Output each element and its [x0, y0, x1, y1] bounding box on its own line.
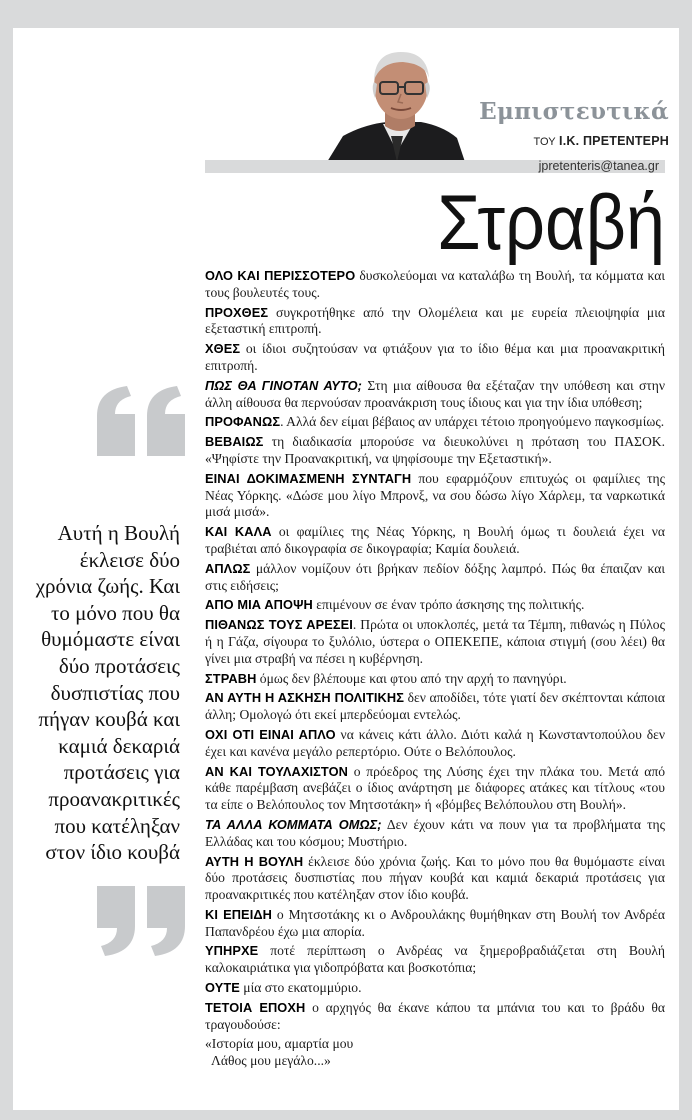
- paragraph-lead: ΚΑΙ ΚΑΛΑ: [205, 524, 272, 540]
- paragraph-lead: ΒΕΒΑΙΩΣ: [205, 434, 264, 450]
- byline: [459, 134, 669, 148]
- paragraph-text: . Αλλά δεν είμαι βέβαιος αν υπάρχει τέτοιο προηγούμενο παγκοσμίως.: [280, 414, 665, 430]
- paragraph: [205, 434, 665, 468]
- paragraph: [205, 817, 665, 851]
- close-quote-icon: [93, 886, 193, 956]
- paragraph-text: μάλλον νομίζουν ότι βρήκαν πεδίον δόξης λαμπρό. Πώς θα έπαιζαν και στις ειδήσεις;: [205, 560, 665, 593]
- paragraph-lead: ΟΧΙ ΟΤΙ ΕΙΝΑΙ ΑΠΛΟ: [205, 726, 336, 742]
- paragraph: [205, 1000, 665, 1034]
- paragraph-lead: ΟΥΤΕ: [205, 980, 240, 996]
- paragraph-lead: ΚΙ ΕΠΕΙΔΗ: [205, 906, 272, 922]
- paragraph-lead: ΧΘΕΣ: [205, 341, 241, 357]
- paragraph-lead: ΑΠΛΩΣ: [205, 560, 251, 576]
- paragraph: [205, 764, 665, 814]
- byline-prefix: ΤΟΥ: [533, 136, 556, 148]
- author-portrait: [325, 40, 465, 162]
- song-quote: [205, 1036, 665, 1070]
- paragraph-text: συγκροτήθηκε από την Ολομέλεια και με ευρεία πλειοψηφία μια εξεταστική επιτροπή.: [205, 304, 665, 337]
- headline: Στραβή: [437, 178, 665, 266]
- paragraph-text: όμως δεν βλέπουμε και φτου από την αρχή το πανηγύρι.: [256, 670, 567, 686]
- paragraph: [205, 524, 665, 558]
- paragraph: [205, 690, 665, 724]
- paragraph: [205, 341, 665, 375]
- column-title: Εμπιστευτικά: [479, 98, 669, 125]
- paragraph-text: οι φαμίλιες της Νέας Υόρκης, η Βουλή όμως τι δουλειά έχει να τραβιέται από δικογραφία σε δικογραφία; Καμία δουλειά.: [205, 524, 665, 556]
- paragraph-text: . Πρώτα οι υποκλοπές, μετά τα Τέμπη, πιθανώς η Πύλος ή η Γάζα, σίγουρα το ξυλόλιο, ύστερα ο ΟΠΕΚΕΠΕ, κάποια στιγμή (σου λέει) θα γίνει μια στραβή να πέσει η κυβέρνηση.: [205, 617, 665, 666]
- paragraph-lead: ΑΥΤΗ Η ΒΟΥΛΗ: [205, 853, 304, 869]
- paragraph-text: οι ίδιοι συζητούσαν να φτιάξουν για το ίδιο θέμα και μια προανακριτική επιτροπή.: [205, 341, 665, 373]
- paragraph: [205, 414, 665, 431]
- paragraph: [205, 561, 665, 595]
- paragraph-lead: ΤΑ ΑΛΛΑ ΚΟΜΜΑΤΑ ΟΜΩΣ;: [205, 816, 382, 832]
- email-bar: [205, 160, 665, 173]
- paragraph-text: που εφαρμόζουν επιτυχώς οι φαμίλιες της Νέας Υόρκης. «Δώσε μου λίγο Μπρονξ, να σου δώσω λίγο Χάρλεμ, τα ναρκωτικά μισά μισά».: [205, 470, 665, 520]
- pull-quote: Αυτή η Βουλή έκλεισε δύο χρόνια ζωής. Και το μόνο που θα θυμόμαστε είναι δύο προτάσεις δυσπιστίας που πήγαν κουβά και καμιά δεκαριά προτάσεις για προανακριτικές που κατέληξαν στον ίδιο κουβά: [35, 521, 180, 865]
- paragraph-lead: ΑΠΟ ΜΙΑ ΑΠΟΨΗ: [205, 597, 313, 613]
- paragraph: [205, 268, 665, 302]
- paragraph-lead: ΠΡΟΧΘΕΣ: [205, 304, 269, 320]
- paragraph-text: ο πρόεδρος της Λύσης έχει την πλάκα του. Μετά από κάθε παρέμβαση ανεβάζει ο ίδιος ανάρτηση με διάφορες ατάκες και τίτλους «του τα είπε ο Βελόπουλος τον Μητσοτάκη» ή «βόμβες Βελόπουλου στη Βουλή».: [205, 763, 665, 813]
- paragraph-text: να κάνεις κάτι άλλο. Διότι καλά η Κωνσταντοπούλου δεν έχει και κανένα μεγάλο ρεπερτόριο. Ούτε ο Βελόπουλος.: [205, 726, 665, 759]
- paragraph-text: δεν αποδίδει, τότε γιατί δεν σκέπτονται κάποια άλλη; Ομολογώ ότι εκεί μπερδεύομαι εντελώς.: [205, 690, 665, 723]
- paragraph-lead: ΟΛΟ ΚΑΙ ΠΕΡΙΣΣΟΤΕΡΟ: [205, 268, 356, 283]
- paragraph-text: έκλεισε δύο χρόνια ζωής. Και το μόνο που θα θυμόμαστε είναι δύο προτάσεις δυσπιστίας που πήγαν κουβά και καμιά δεκαριά προτάσεις για προανακριτικές που κατέληξαν στον ίδιο κουβά.: [205, 853, 665, 903]
- paragraph: [205, 943, 665, 977]
- paragraph: [205, 378, 665, 412]
- author-email[interactable]: jpretenteris@tanea.gr: [538, 159, 659, 173]
- paragraph-lead: ΣΤΡΑΒΗ: [205, 670, 257, 686]
- paragraph-lead: ΠΡΟΦΑΝΩΣ: [205, 414, 281, 430]
- song-line: «Ιστορία μου, αμαρτία μου: [205, 1036, 354, 1052]
- paragraph-text: επιμένουν σε έναν τρόπο άσκησης της πολιτικής.: [312, 597, 585, 613]
- paragraph-lead: ΑΝ ΑΥΤΗ Η ΑΣΚΗΣΗ ΠΟΛΙΤΙΚΗΣ: [205, 690, 405, 706]
- paragraph-lead: ΤΕΤΟΙΑ ΕΠΟΧΗ: [205, 999, 306, 1015]
- paragraph: [205, 854, 665, 904]
- paragraph: [205, 597, 665, 614]
- paragraph: [205, 617, 665, 667]
- paragraph: [205, 727, 665, 761]
- paragraph-lead: ΑΝ ΚΑΙ ΤΟΥΛΑΧΙΣΤΟΝ: [205, 763, 348, 779]
- paragraph-lead: ΥΠΗΡΧΕ: [205, 943, 259, 959]
- paragraph-lead: ΠΙΘΑΝΩΣ ΤΟΥΣ ΑΡΕΣΕΙ: [205, 617, 353, 633]
- paragraph-text: ο Μητσοτάκης κι ο Ανδρουλάκης θυμήθηκαν στη Βουλή τον Ανδρέα Παπανδρέου έχω μια απορία.: [205, 906, 666, 939]
- paragraph-text: Στη μια αίθουσα θα εξέταζαν την υπόθεση και στην άλλη αίθουσα θα περνούσαν προανάκριση τους ίδιους και για την ίδια υπόθεση;: [205, 377, 665, 410]
- paragraph-text: ποτέ περίπτωση ο Ανδρέας να ξημεροβραδιάζεται στη Βουλή καλοκαιριάτικα για γιδοπρόβατα και βοσκοτόπια;: [205, 943, 665, 976]
- paragraph: [205, 907, 665, 941]
- paragraph-text: Δεν έχουν κάτι να πουν για τα προβλήματα της Ελλάδας και του κόσμου; Μυστήριο.: [205, 816, 665, 849]
- paragraph: [205, 980, 665, 997]
- paragraph-lead: ΠΩΣ ΘΑ ΓΙΝΟΤΑΝ ΑΥΤΟ;: [205, 377, 362, 393]
- paragraph-text: ο αρχηγός θα έκανε κάπου τα μπάνια του και το βράδυ θα τραγουδούσε:: [205, 999, 665, 1032]
- paragraph: [205, 305, 665, 339]
- song-line: Λάθος μου μεγάλο...»: [211, 1053, 331, 1069]
- paragraph-text: τη διαδικασία μπορούσε να διευκολύνει η πρόταση του ΠΑΣΟΚ. «Ψηφίστε την Προανακριτική, να ψηφίσουμε την Εξεταστική».: [205, 434, 665, 466]
- paragraph-lead: ΕΙΝΑΙ ΔΟΚΙΜΑΣΜΕΝΗ ΣΥΝΤΑΓΗ: [205, 470, 412, 486]
- paragraph: [205, 671, 665, 688]
- paragraph-text: μία στο εκατομμύριο.: [239, 980, 362, 996]
- author-name: Ι.Κ. ΠΡΕΤΕΝΤΕΡΗ: [559, 134, 669, 148]
- article-body: [205, 268, 665, 1070]
- open-quote-icon: [93, 386, 193, 456]
- newspaper-column: [13, 28, 679, 1110]
- paragraph-text: δυσκολεύομαι να καταλάβω τη Βουλή, τα κόμματα και τους βουλευτές τους.: [205, 268, 666, 300]
- paragraph: [205, 471, 665, 521]
